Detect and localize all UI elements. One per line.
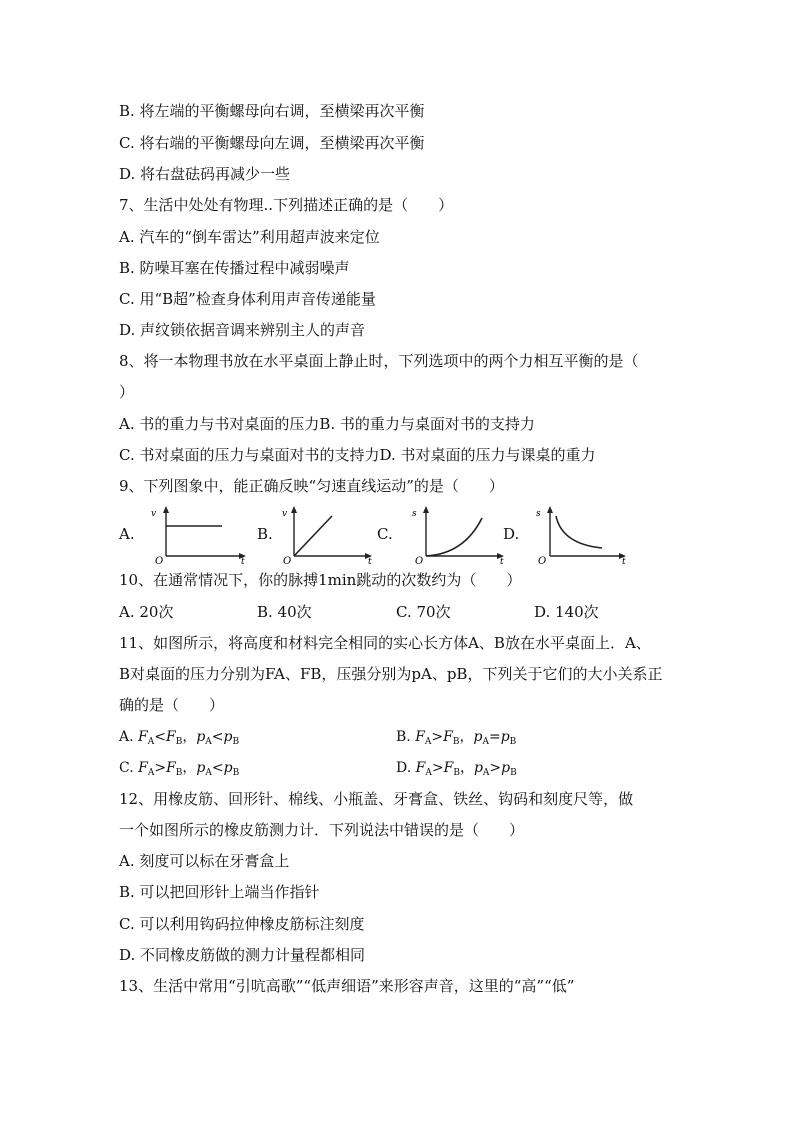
axis-v: v xyxy=(151,509,157,519)
axis-s: s xyxy=(536,509,541,519)
origin-o: O xyxy=(415,556,424,564)
q11-option-b: B. $F_A>F_B$，$p_A=p_B$ xyxy=(396,729,517,747)
q8-options-ab: A. 书的重力与书对桌面的压力B. 书的重力与桌面对书的支持力 xyxy=(119,415,535,433)
q6-option-b: B. 将左端的平衡螺母向右调，至横梁再次平衡 xyxy=(119,102,425,120)
origin-o: O xyxy=(538,556,547,564)
q12-stem-line1: 12、用橡皮筋、回形针、棉线、小瓶盖、牙膏盒、铁丝、钩码和刻度尺等，做 xyxy=(119,790,634,808)
q9-graph-b xyxy=(278,504,378,564)
q6-option-c: C. 将右端的平衡螺母向左调，至横梁再次平衡 xyxy=(119,134,425,152)
q10-stem: 10、在通常情况下，你的脉搏1min跳动的次数约为（ ） xyxy=(119,571,522,589)
axis-t: t xyxy=(500,557,504,564)
q8-stem-cont: ） xyxy=(119,383,135,401)
q11-option-d: D. $F_A>F_B$，$p_A>p_B$ xyxy=(396,760,517,778)
q13-stem: 13、生活中常用“引吭高歌”“低声细语”来形容声音，这里的“高”“低” xyxy=(119,977,575,995)
q11-stem-line1: 11、如图所示，将高度和材料完全相同的实心长方体A、B放在水平桌面上．A、 xyxy=(119,634,651,652)
q11-stem-line2: B对桌面的压力分别为FA、FB，压强分别为pA、pB，下列关于它们的大小关系正 xyxy=(119,665,663,683)
q9-stem: 9、下列图象中，能正确反映“匀速直线运动”的是（ ） xyxy=(119,477,504,495)
origin-o: O xyxy=(155,556,164,564)
q8-options-cd: C. 书对桌面的压力与桌面对书的支持力D. 书对桌面的压力与课桌的重力 xyxy=(119,446,596,464)
q6-option-d: D. 将右盘砝码再减少一些 xyxy=(119,165,291,183)
v-t-graph-horizontal xyxy=(146,504,250,564)
q12-option-d: D. 不同橡皮筋做的测力计量程都相同 xyxy=(119,946,366,964)
q9-label-b: B. xyxy=(257,525,273,543)
q11-option-c: C. $F_A>F_B$，$p_A<p_B$ xyxy=(119,760,240,778)
q7-option-a: A. 汽车的“倒车雷达”利用超声波来定位 xyxy=(119,228,380,246)
q9-label-a: A. xyxy=(119,525,135,543)
axis-s: s xyxy=(412,509,417,519)
q12-option-b: B. 可以把回形针上端当作指针 xyxy=(119,883,320,901)
q9-graph-d xyxy=(528,504,632,564)
q7-option-c: C. 用“B超”检查身体利用声音传递能量 xyxy=(119,290,376,308)
axis-t: t xyxy=(241,557,245,564)
q7-stem: 7、生活中处处有物理..下列描述正确的是（ ） xyxy=(119,196,454,214)
q9-graph-c xyxy=(406,504,510,564)
s-t-graph-curve-up xyxy=(406,504,510,564)
q9-label-c: C. xyxy=(377,525,393,543)
q9-label-d: D. xyxy=(503,525,520,543)
v-t-graph-linear xyxy=(278,504,378,564)
q11-stem-line3: 确的是（ ） xyxy=(119,696,225,714)
q10-option-a: A. 20次 xyxy=(119,603,174,621)
q9-graph-a xyxy=(146,504,250,564)
q10-option-b: B. 40次 xyxy=(257,603,312,621)
q10-option-d: D. 140次 xyxy=(534,603,599,621)
q12-option-c: C. 可以利用钩码拉伸橡皮筋标注刻度 xyxy=(119,915,365,933)
q10-option-c: C. 70次 xyxy=(396,603,451,621)
q7-option-d: D. 声纹锁依据音调来辨别主人的声音 xyxy=(119,321,366,339)
q7-option-b: B. 防噪耳塞在传播过程中减弱噪声 xyxy=(119,259,350,277)
q8-stem: 8、将一本物理书放在水平桌面上静止时，下列选项中的两个力相互平衡的是（ xyxy=(119,352,639,370)
axis-t: t xyxy=(622,557,626,564)
q12-stem-line2: 一个如图所示的橡皮筋测力计．下列说法中错误的是（ ） xyxy=(119,821,525,839)
q11-option-a: A. $F_A<F_B$，$p_A<p_B$ xyxy=(119,729,240,747)
q12-option-a: A. 刻度可以标在牙膏盒上 xyxy=(119,852,290,870)
origin-o: O xyxy=(283,556,292,564)
axis-v: v xyxy=(282,509,288,519)
s-t-graph-curve-down xyxy=(528,504,632,564)
axis-t: t xyxy=(368,557,372,564)
